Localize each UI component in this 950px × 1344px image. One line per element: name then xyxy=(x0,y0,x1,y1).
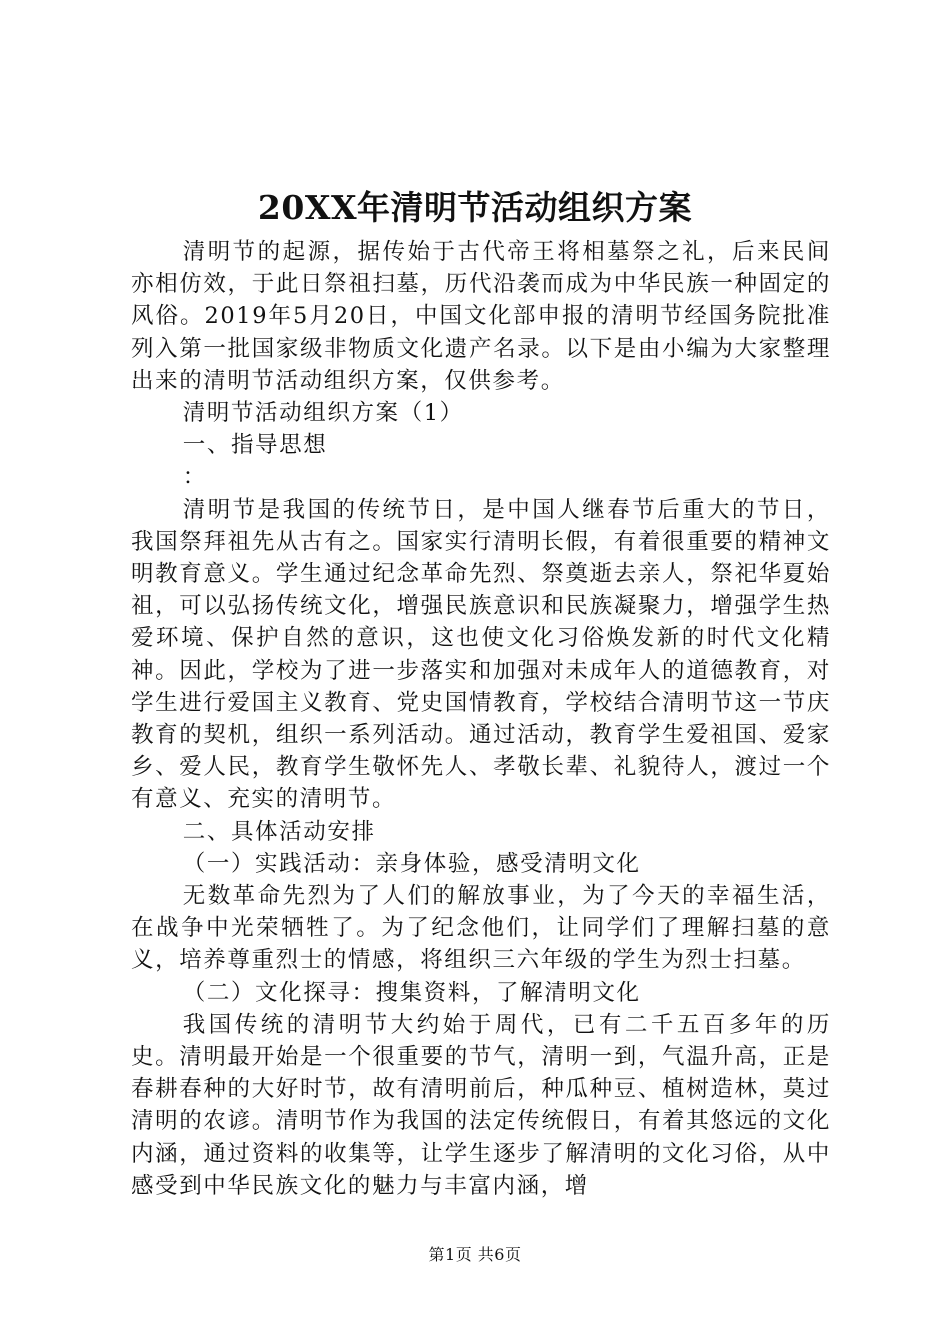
document-title: 20XX年清明节活动组织方案 xyxy=(257,188,693,227)
colon-line: ： xyxy=(182,464,207,491)
intro-paragraph: 清明节的起源，据传始于古代帝王将相墓祭之礼，后来民间亦相仿效，于此日祭祖扫墓，历代沿袭而成为中华民族一种固定的风俗。2019年5月20日，中国文化部申报的清明节经国务院批准列入第一批国家级非物质文化遗产名录。以下是由小编为大家整理出来的清明节活动组织方案，仅供参考。 xyxy=(131,239,831,394)
guiding-thought-paragraph: 清明节是我国的传统节日，是中国人继春节后重大的节日，我国祭拜祖先从古有之。国家实行清明长假，有着很重要的精神文明教育意义。学生通过纪念革命先烈、祭奠逝去亲人，祭祀华夏始祖，可以弘扬传统文化，增强民族意识和民族凝聚力，增强学生热爱环境、保护自然的意识，这也使文化习俗焕发新的时代文化精神。因此，学校为了进一步落实和加强对未成年人的道德教育，对学生进行爱国主义教育、党史国情教育，学校结合清明节这一节庆教育的契机，组织一系列活动。通过活动，教育学生爱祖国、爱家乡、爱人民，教育学生敬怀先人、孝敬长辈、礼貌待人，渡过一个有意义、充实的清明节。 xyxy=(131,496,831,813)
practice-paragraph: 无数革命先烈为了人们的解放事业，为了今天的幸福生活，在战争中光荣牺牲了。为了纪念他们，让同学们了理解扫墓的意义，培养尊重烈士的情感，将组织三六年级的学生为烈士扫墓。 xyxy=(131,883,831,974)
section-heading-activities: 二、具体活动安排 xyxy=(182,818,376,845)
plan-subtitle: 清明节活动组织方案（1） xyxy=(182,400,464,427)
section-heading-guiding-thought: 一、指导思想 xyxy=(182,432,328,459)
page-number-footer: 第1页 共6页 xyxy=(428,1245,522,1264)
document-body xyxy=(131,236,831,1202)
subsection-heading-practice: （一）实践活动：亲身体验，感受清明文化 xyxy=(182,850,641,877)
culture-paragraph: 我国传统的清明节大约始于周代，已有二千五百多年的历史。清明最开始是一个很重要的节气，清明一到，气温升高，正是春耕春种的大好时节，故有清明前后，种瓜种豆、植树造林，莫过清明的农谚。清明节作为我国的法定传统假日，有着其悠远的文化内涵，通过资料的收集等，让学生逐步了解清明的文化习俗，从中感受到中华民族文化的魅力与丰富内涵，增 xyxy=(131,1011,831,1199)
subsection-heading-culture: （二）文化探寻：搜集资料，了解清明文化 xyxy=(182,979,641,1006)
